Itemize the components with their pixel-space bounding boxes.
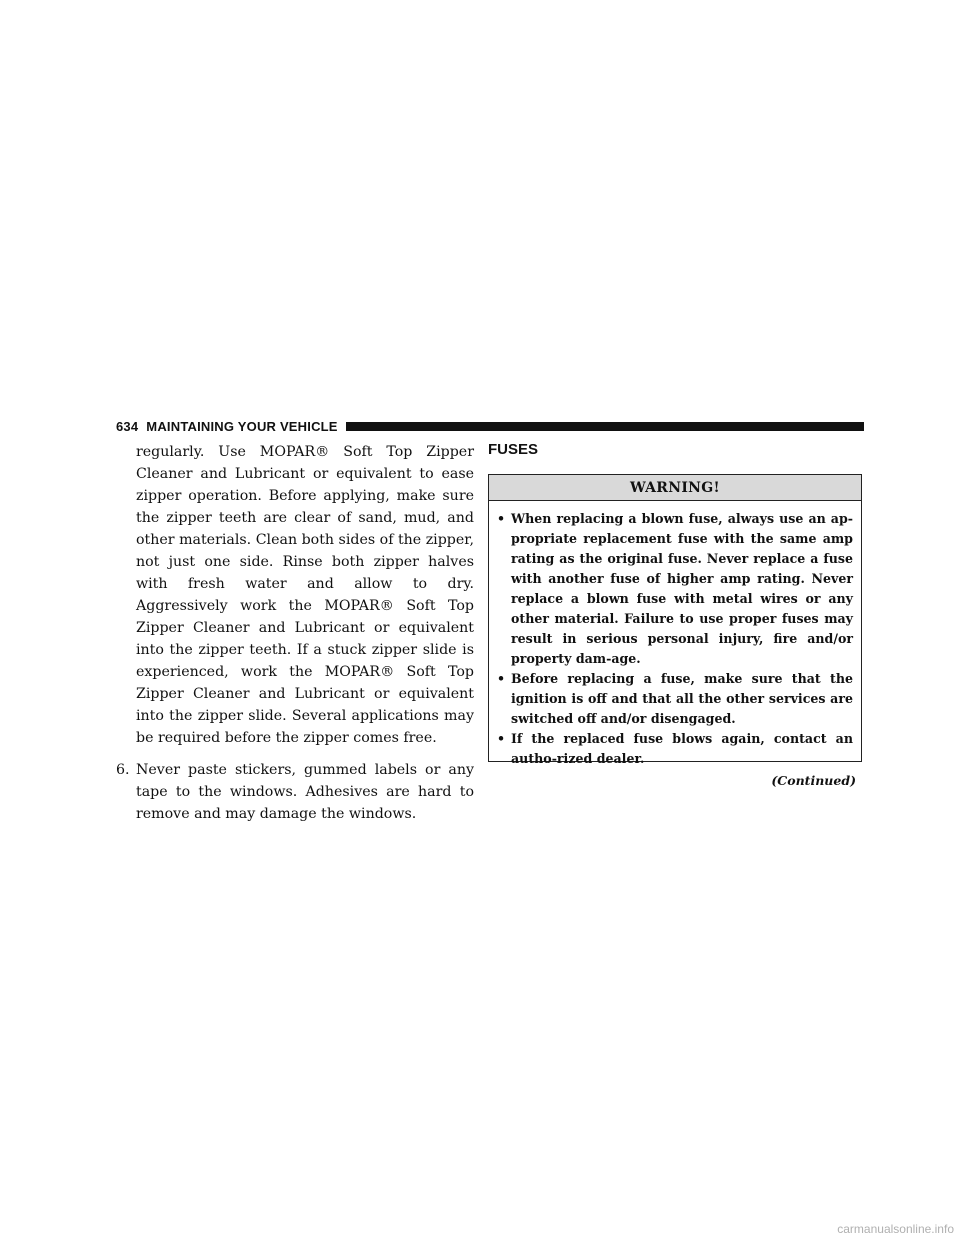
left-column [116, 441, 474, 825]
list-item-number: 6. [116, 762, 130, 778]
bullet-icon: • [497, 731, 506, 746]
warning-box [488, 474, 862, 766]
header-rule [346, 422, 864, 431]
warning-bullet [497, 729, 853, 769]
warning-body [489, 501, 861, 769]
warning-bullet [497, 669, 853, 729]
list-item [116, 759, 474, 825]
bullet-icon: • [497, 511, 506, 526]
warning-bullet-text: If the replaced fuse blows again, contact an autho-rized dealer. [511, 731, 853, 766]
warning-bullet [497, 509, 853, 669]
page-number: 634 [116, 418, 139, 434]
warning-bullet-text: When replacing a blown fuse, always use an ap-propriate replacement fuse with the same amp rating as the original fuse. Never replace a fuse with another fuse of higher amp rating. Never replace a blown fuse with metal wires or any other material. Failure to use proper fuses may result in serious personal injury, fire and/or property dam-age. [511, 511, 853, 666]
watermark: carmanualsonline.info [837, 1222, 954, 1236]
continued-paragraph: regularly. Use MOPAR® Soft Top Zipper Cleaner and Lubricant or equivalent to ease zipper operation. Before applying, make sure the zipper teeth are clear of sand, mud, and other materials. Clean both sides of the zipper, not just one side. Rinse both zipper halves with fresh water and allow to dry. Aggressively work the MOPAR® Soft Top Zipper Cleaner and Lubricant or equivalent into the zipper teeth. If a stuck zipper slide is experienced, work the MOPAR® Soft Top Zipper Cleaner and Lubricant or equivalent into the zipper slide. Several applications may be required before the zipper comes free. [136, 444, 474, 746]
warning-bullet-text: Before replacing a fuse, make sure that the ignition is off and that all the other services are switched off and/or disengaged. [511, 671, 853, 726]
bullet-icon: • [497, 671, 506, 686]
section-title: FUSES [488, 441, 539, 458]
continued-note: (Continued) [771, 773, 856, 788]
page-header [116, 418, 864, 434]
list-item-text: Never paste stickers, gummed labels or any tape to the windows. Adhesives are hard to remove and may damage the windows. [136, 762, 474, 822]
section-header: MAINTAINING YOUR VEHICLE [146, 418, 338, 434]
warning-title: WARNING! [489, 475, 861, 501]
